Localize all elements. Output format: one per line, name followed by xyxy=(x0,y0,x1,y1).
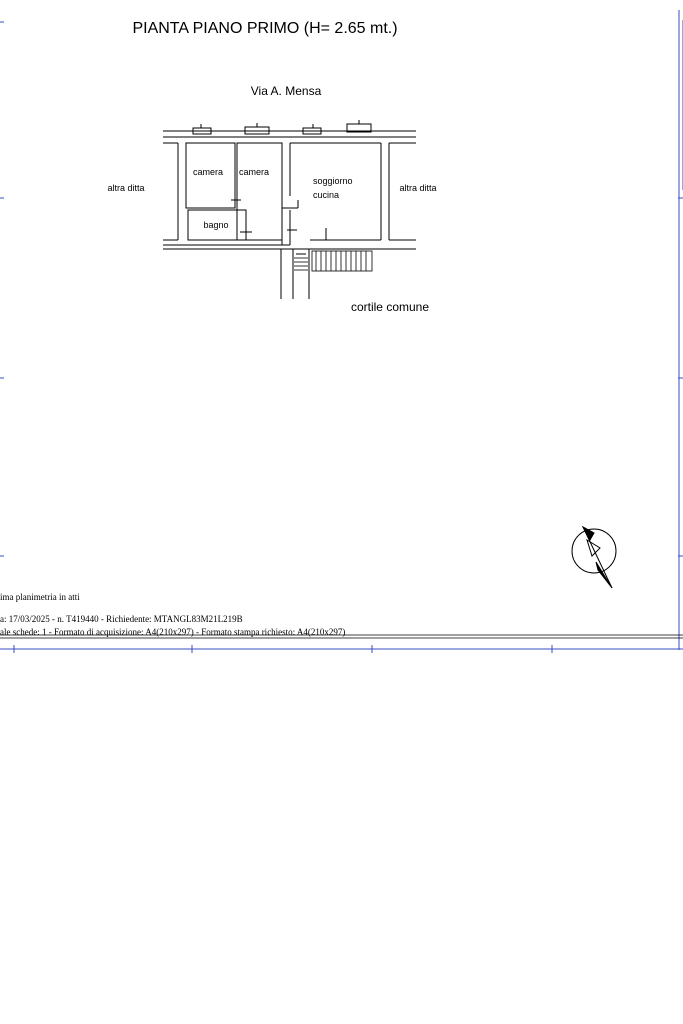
room-label-cucina: cucina xyxy=(313,190,340,200)
room-label-bagno: bagno xyxy=(203,220,229,230)
page-title: PIANTA PIANO PRIMO (H= 2.65 mt.) xyxy=(132,20,398,37)
floor-plan xyxy=(163,120,416,299)
footer-line-3: ale schede: 1 - Formato di acquisizione: A4(210x297) - Formato stampa richiesto: A4(210x297) xyxy=(0,627,346,637)
footer-line-2: a: 17/03/2025 - n. T419440 - Richiedente: MTANGL83M21L219B xyxy=(0,614,243,624)
courtyard-label: cortile comune xyxy=(350,300,430,314)
neighbor-label-right: altra ditta xyxy=(399,183,437,193)
sheet-frame xyxy=(0,10,683,653)
room-label-camera-2: camera xyxy=(238,167,270,177)
street-label: Via A. Mensa xyxy=(250,84,322,98)
room-label-camera-1: camera xyxy=(192,167,224,177)
neighbor-label-left: altra ditta xyxy=(107,183,145,193)
footer-line-1: ima planimetria in atti xyxy=(0,592,80,602)
room-label-soggiorno: soggiorno xyxy=(313,176,353,186)
north-arrow-icon xyxy=(572,527,616,588)
